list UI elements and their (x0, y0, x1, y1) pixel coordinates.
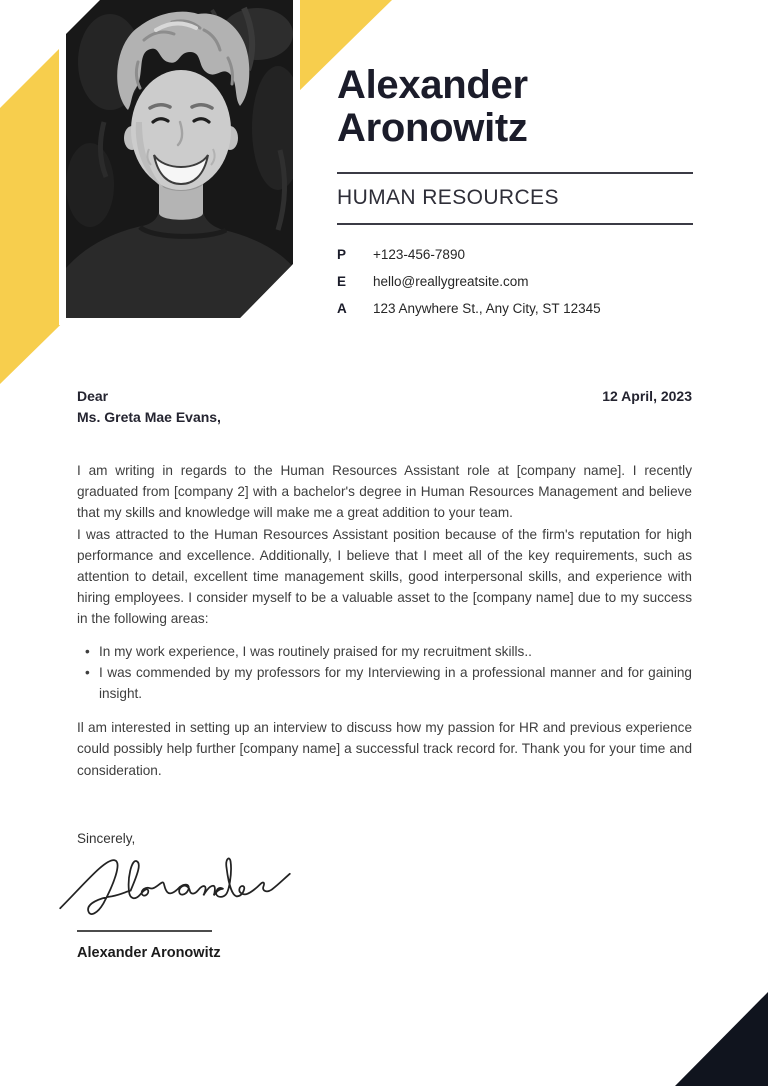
page-title (337, 64, 693, 150)
contact-row-email (337, 268, 693, 295)
name-line-1: Alexander (337, 63, 528, 107)
letter-date: 12 April, 2023 (602, 388, 692, 404)
signature-name: Alexander Aronowitz (77, 945, 221, 961)
bullet-list (77, 641, 692, 705)
contact-list (337, 241, 693, 322)
greeting-row (77, 386, 692, 428)
salutation (77, 386, 221, 428)
email-value: hello@reallygreatsite.com (373, 274, 529, 289)
paragraph-2: I was attracted to the Human Resources Assistant position because of the firm's reputation for high performance and excellence. Additionally, I believe that I meet all of the key requirements, such as attention to detail, excellent time management skills, good interpersonal skills, and experience with hiring employees. I consider myself to be a valuable asset to the [company name] due to my success in the following areas: (77, 526, 692, 627)
signoff: Sincerely, (77, 831, 136, 846)
portrait-photo (52, 0, 308, 332)
contact-row-address (337, 295, 693, 322)
bullet-item-1: • In my work experience, I was routinely praised for my recruitment skills.. (77, 641, 692, 662)
letter-body (77, 386, 692, 781)
address-value: 123 Anywhere St., Any City, ST 12345 (373, 301, 601, 316)
name-line-2: Aronowitz (337, 106, 528, 150)
job-title: HUMAN RESOURCES (337, 186, 559, 209)
email-label: E (337, 274, 347, 289)
header (337, 64, 693, 322)
salutation-line-2: Ms. Greta Mae Evans, (77, 409, 221, 425)
signature-line (77, 930, 212, 932)
phone-value: +123-456-7890 (373, 247, 465, 262)
signature-block (77, 830, 297, 961)
address-label: A (337, 301, 347, 316)
phone-label: P (337, 247, 347, 262)
paragraph-1: I am writing in regards to the Human Resources Assistant role at [company name]. I recently graduated from [company 2] with a bachelor's degree in Human Resources Management and believe that my skills and knowledge will make me a great addition to your team. (77, 463, 692, 521)
contact-row-phone (337, 241, 693, 268)
header-rule-bottom (337, 223, 693, 225)
bullet-item-2: • I was commended by my professors for my Interviewing in a professional manner and for gaining insight. (77, 662, 692, 704)
salutation-line-1: Dear (77, 388, 109, 404)
signature-script (57, 848, 297, 930)
dark-corner-triangle (675, 992, 768, 1086)
closing-paragraph: Il am interested in setting up an interview to discuss how my passion for HR and previous experience could possibly help further [company name] a successful track record for. Thank you for your time and consideration. (77, 720, 692, 778)
